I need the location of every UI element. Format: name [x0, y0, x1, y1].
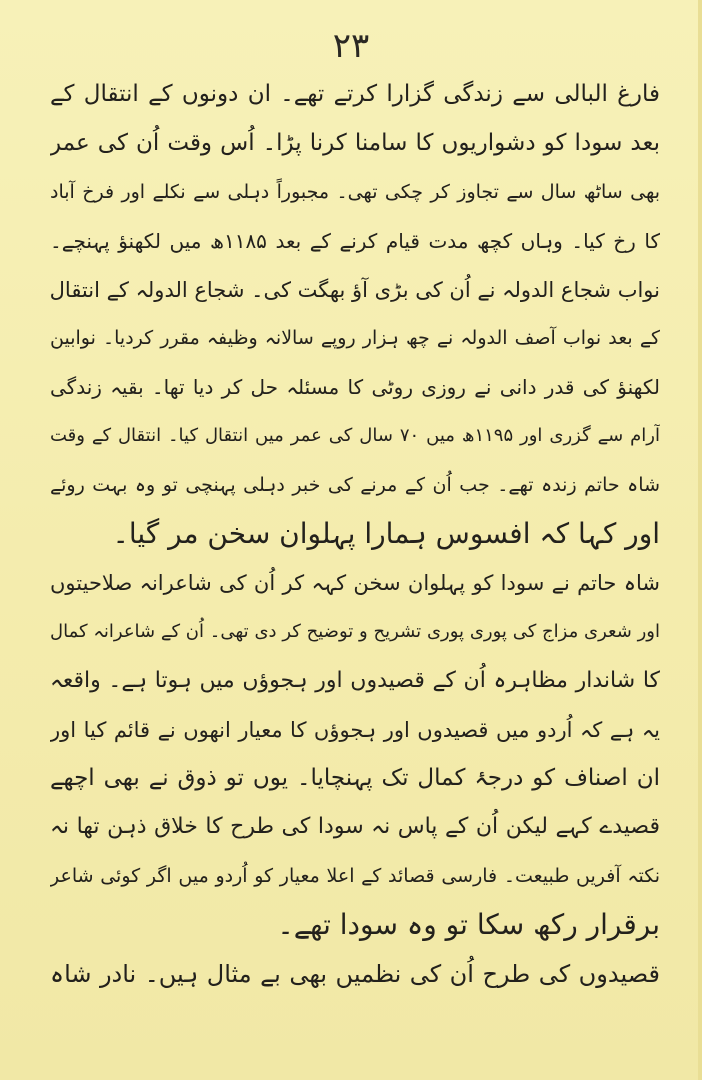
page-edge: [698, 0, 702, 1080]
text-line: لکھنؤ کی قدر دانی نے روزی روٹی کا مسئلہ حل کر دیا تھا۔ بقیہ زندگی: [50, 375, 660, 400]
page-number: ۲۳: [332, 26, 370, 66]
text-line: برقرار رکھ سکا تو وہ سودا تھے۔: [277, 908, 660, 942]
text-line: کا شاندار مظاہرہ اُن کے قصیدوں اور ہجوؤں میں ہوتا ہے۔ واقعہ: [50, 667, 660, 693]
text-line: قصیدوں کی طرح اُن کی نظمیں بھی بے مثال ہیں۔ نادر شاہ: [50, 960, 660, 989]
text-line: کا رخ کیا۔ وہاں کچھ مدت قیام کرنے کے بعد ۱۱۸۵ھ میں لکھنؤ پہنچے۔: [50, 228, 660, 253]
text-line: شاہ حاتم زندہ تھے۔ جب اُن کے مرنے کی خبر دہلی پہنچی تو وہ بہت روئے: [50, 474, 660, 497]
text-line: اور کہا کہ افسوس ہمارا پہلوان سخن مر گیا۔: [112, 517, 660, 551]
text-line: کے بعد نواب آصف الدولہ نے چھ ہزار روپے سالانہ وظیفہ مقرر کردیا۔ نوابین: [50, 327, 660, 350]
text-line: آرام سے گزری اور ۱۱۹۵ھ میں ۷۰ سال کی عمر میں انتقال کیا۔ انتقال کے وقت: [50, 425, 660, 447]
text-line: ان اصناف کو درجۂ کمال تک پہنچایا۔ یوں تو ذوق نے بھی اچھے: [50, 765, 660, 792]
text-line: نواب شجاع الدولہ نے اُن کی بڑی آؤ بھگت کی۔ شجاع الدولہ کے انتقال: [50, 277, 660, 302]
text-line: بعد سودا کو دشواریوں کا سامنا کرنا پڑا۔ اُس وقت اُن کی عمر: [50, 129, 660, 156]
text-line: قصیدے کہے لیکن اُن کے پاس نہ سودا کی طرح کا خلاق ذہن تھا نہ: [50, 814, 660, 840]
text-line: یہ ہے کہ اُردو میں قصیدوں اور ہجوؤں کا معیار انھوں نے قائم کیا اور: [50, 717, 660, 742]
text-line: بھی ساٹھ سال سے تجاوز کر چکی تھی۔ مجبوراً دہلی سے نکلے اور فرخ آباد: [50, 180, 660, 203]
body-text: [50, 70, 660, 999]
text-line: نکتہ آفریں طبیعت۔ فارسی قصائد کے اعلا معیار کو اُردو میں اگر کوئی شاعر: [50, 865, 660, 888]
text-line: شاہ حاتم نے سودا کو پہلوان سخن کہہ کر اُن کی شاعرانہ صلاحیتوں: [50, 570, 660, 595]
text-line: اور شعری مزاج کی پوری پوری تشریح و توضیح کر دی تھی۔ اُن کے شاعرانہ کمال: [50, 620, 660, 642]
text-line: فارغ البالی سے زندگی گزارا کرتے تھے۔ ان دونوں کے انتقال کے: [50, 81, 660, 107]
